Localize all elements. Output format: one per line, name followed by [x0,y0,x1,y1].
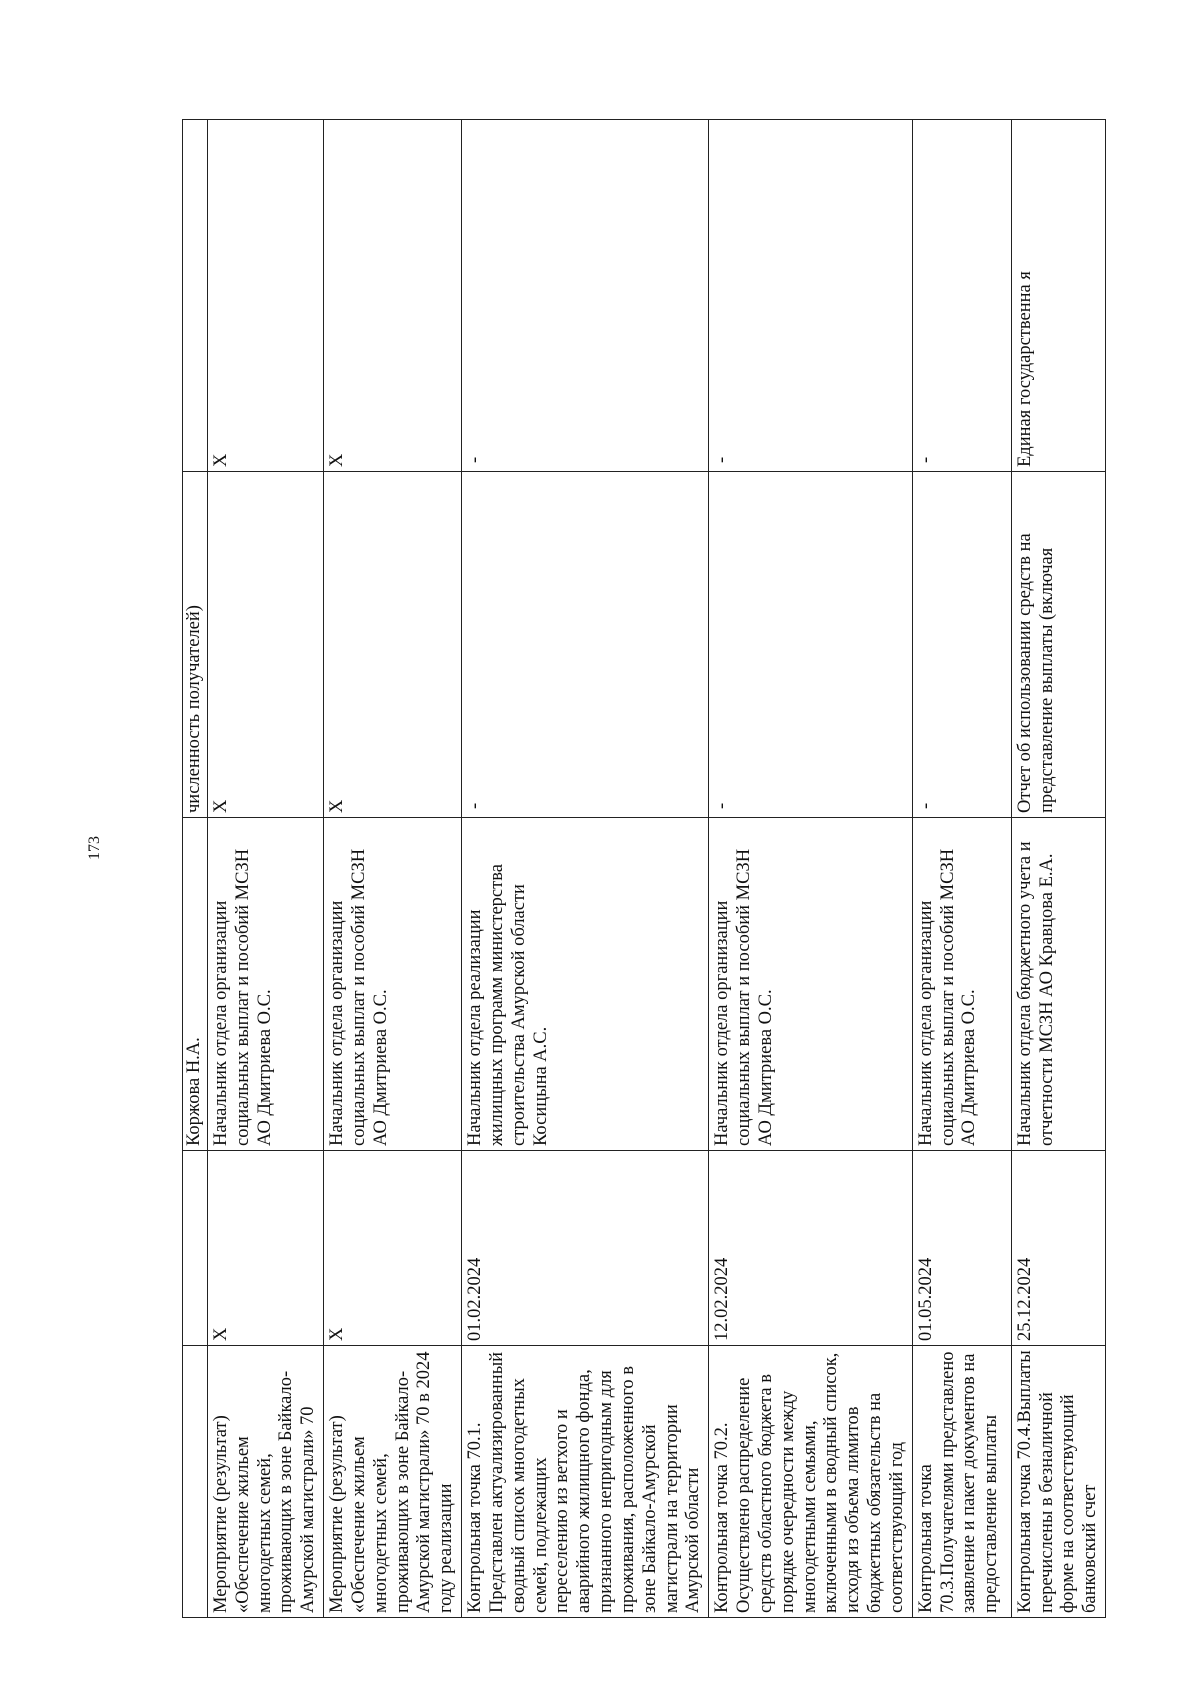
table-cell-event: Мероприятие (результат) «Обеспечение жильем многодетных семей, проживающих в зоне Байкало-Амурской магистрали» 70 [208,1346,324,1618]
table-cell-date: 25.12.2024 [1011,1151,1105,1346]
table-cell-info-system: - [462,120,709,472]
control-points-table [182,119,1106,1618]
table-cell-info-system: - [912,120,1011,472]
table-cell-event: Контрольная точка 70.3.Получателями представлено заявление и пакет документов на предоставление выплаты [912,1346,1011,1618]
table-cell-document: Х [208,472,324,818]
table-row [183,120,208,1618]
table-cell-responsible: Начальник отдела реализации жилищных программ министерства строительства Амурской области Косицына А.С. [462,818,709,1151]
table-cell-responsible: Начальник отдела организации социальных выплат и пособий МСЗН АО Дмитриева О.С. [912,818,1011,1151]
table-cell-document: - [709,472,912,818]
table-cell-responsible: Коржова Н.А. [183,818,208,1151]
page-number: 173 [86,836,103,860]
table-cell-date: Х [324,1151,462,1346]
table-row [462,120,709,1618]
table-cell-event: Контрольная точка 70.1. Представлен актуализированный сводный список многодетных семей, подлежащих переселению из ветхого и аварийного жилищного фонда, признанного непригодным для проживания, расположенного в зоне Байкало-Амурской магистрали на территории Амурской области [462,1346,709,1618]
table-row [208,120,324,1618]
table-cell-document: - [462,472,709,818]
table-row [324,120,462,1618]
table-cell-info-system: Единая государственна я [1011,120,1105,472]
table-row [1011,120,1105,1618]
table-cell-date: 01.05.2024 [912,1151,1011,1346]
table-cell-responsible: Начальник отдела бюджетного учета и отчетности МСЗН АО Кравцова Е.А. [1011,818,1105,1151]
table-cell-responsible: Начальник отдела организации социальных выплат и пособий МСЗН АО Дмитриева О.С. [208,818,324,1151]
rotated-table-container [182,120,1101,1618]
table-cell-document: численность получателей) [183,472,208,818]
table-cell-info-system: - [709,120,912,472]
table-cell-responsible: Начальник отдела организации социальных выплат и пособий МСЗН АО Дмитриева О.С. [324,818,462,1151]
table-cell-info-system: Х [208,120,324,472]
table-cell-date [183,1151,208,1346]
table-cell-date: 12.02.2024 [709,1151,912,1346]
table-cell-document: Отчет об использовании средств на представление выплаты (включая [1011,472,1105,818]
table-cell-info-system [183,120,208,472]
table-cell-event: Контрольная точка 70.2. Осуществлено распределение средств областного бюджета в порядке очередности между многодетными семьями, включенными в сводный список, исходя из объема лимитов бюджетных обязательств на соответствующий год [709,1346,912,1618]
table-cell-date: 01.02.2024 [462,1151,709,1346]
table-row [912,120,1011,1618]
table-cell-info-system: Х [324,120,462,472]
table-cell-document: Х [324,472,462,818]
table-cell-responsible: Начальник отдела организации социальных выплат и пособий МСЗН АО Дмитриева О.С. [709,818,912,1151]
table-cell-event [183,1346,208,1618]
table-cell-event: Контрольная точка 70.4.Выплаты перечислены в безналичной форме на соответствующий банковский счет [1011,1346,1105,1618]
table-cell-date: Х [208,1151,324,1346]
table-row [709,120,912,1618]
table-cell-event: Мероприятие (результат) «Обеспечение жильем многодетных семей, проживающих в зоне Байкало-Амурской магистрали» 70 в 2024 году реализации [324,1346,462,1618]
table-cell-document: - [912,472,1011,818]
